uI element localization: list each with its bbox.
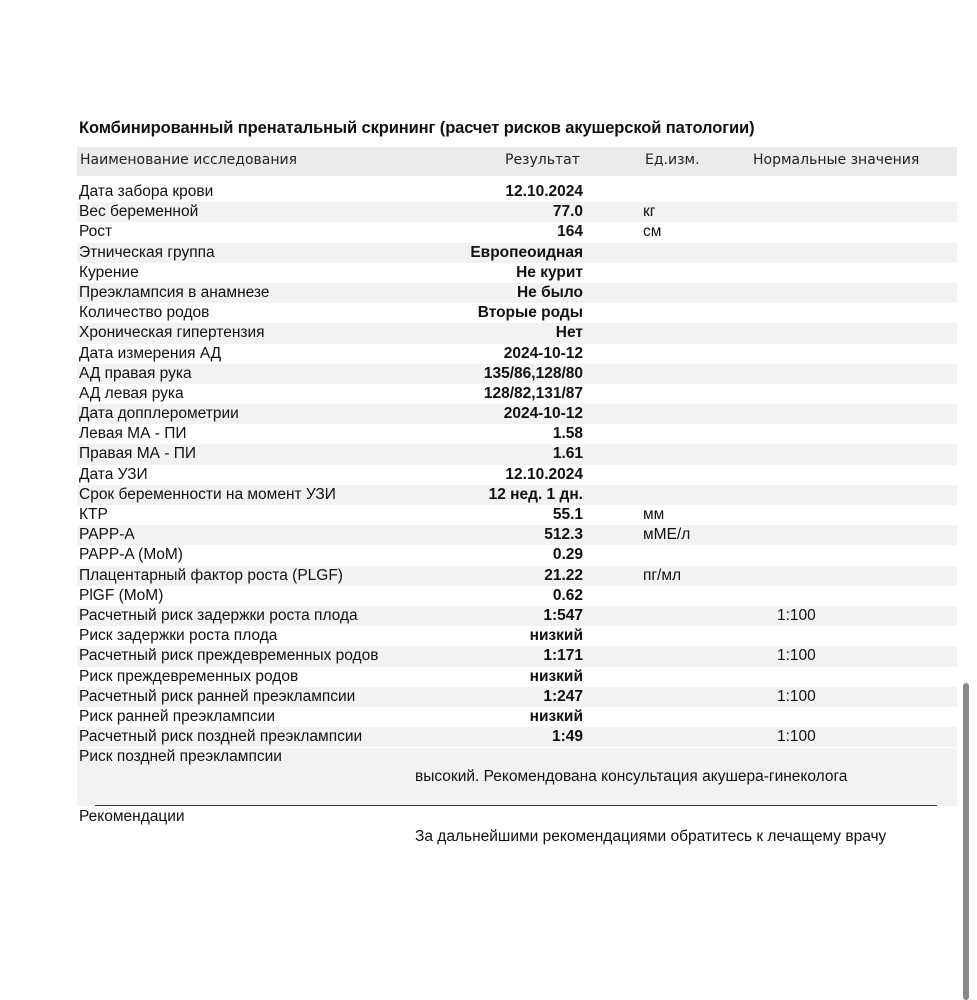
late-preeclampsia-risk-row [77, 748, 957, 806]
row-name: Вес беременной [79, 203, 199, 221]
row-name: КТР [79, 506, 108, 523]
table-row [77, 667, 957, 687]
column-header-norm: Нормальные значения [753, 152, 920, 168]
row-name: Риск ранней преэклампсии [79, 707, 276, 725]
table-row [77, 283, 957, 303]
row-name: Дата допплерометрии [79, 405, 239, 423]
row-name: Правая МА - ПИ [79, 445, 197, 463]
row-name: PAPP-A (MoM) [79, 546, 183, 564]
row-result: низкий [529, 707, 583, 725]
row-unit: мМЕ/л [643, 526, 691, 544]
row-result: 164 [557, 223, 583, 241]
row-result: Европеоидная [470, 243, 583, 261]
row-name: PAPP-A [79, 526, 135, 544]
table-row [77, 646, 957, 666]
row-name: Расчетный риск задержки роста плода [79, 606, 358, 624]
row-name: АД левая рука [79, 384, 184, 402]
row-name: Плацентарный фактор роста (PLGF) [79, 566, 343, 584]
row-name: Расчетный риск поздней преэклампсии [79, 728, 363, 746]
table-row [77, 222, 957, 242]
row-name: Дата УЗИ [79, 465, 148, 483]
table-row [77, 505, 957, 525]
row-unit: мм [643, 506, 665, 523]
recommendations-value: За дальнейшими рекомендациями обратитесь к лечащему врачу [415, 828, 887, 845]
table-row [77, 727, 957, 747]
row-name: Срок беременности на момент УЗИ [79, 485, 336, 503]
row-result: 77.0 [552, 203, 583, 221]
row-name: PlGF (MoM) [79, 586, 164, 604]
row-name: Преэклампсия в анамнезе [79, 283, 270, 301]
row-result: Не было [516, 283, 583, 301]
row-result: 1:49 [551, 728, 583, 746]
row-unit: см [643, 223, 662, 241]
row-result: 12.10.2024 [505, 183, 583, 200]
row-norm: 1:100 [777, 647, 816, 665]
table-row [77, 243, 957, 263]
table-row [77, 586, 957, 606]
table-row [77, 202, 957, 222]
row-result: 12 нед. 1 дн. [488, 485, 583, 503]
results-table [77, 182, 957, 747]
table-row [77, 687, 957, 707]
row-result: 2024-10-12 [503, 344, 583, 362]
row-name: Этническая группа [79, 243, 215, 261]
column-header-unit: Ед.изм. [645, 152, 700, 168]
table-row [77, 707, 957, 727]
table-row [77, 626, 957, 646]
table-row [77, 545, 957, 565]
row-unit: кг [643, 203, 656, 221]
row-result: 1.58 [552, 425, 583, 443]
table-row [77, 444, 957, 464]
row-name: Левая МА - ПИ [79, 425, 187, 443]
table-row [77, 323, 957, 343]
table-row [77, 404, 957, 424]
table-row [77, 566, 957, 586]
table-row [77, 384, 957, 404]
row-result: низкий [529, 627, 583, 645]
divider-line [95, 805, 937, 806]
row-name: Рост [79, 223, 113, 241]
table-row [77, 525, 957, 545]
table-row [77, 182, 957, 202]
row-name: Дата забора крови [79, 183, 214, 200]
row-name: Риск преждевременных родов [79, 667, 299, 685]
row-name: Хроническая гипертензия [79, 324, 265, 342]
row-result: 2024-10-12 [503, 405, 583, 423]
table-row [77, 364, 957, 384]
row-result: 1:247 [543, 687, 583, 705]
late-risk-value: высокий. Рекомендована консультация акушера-гинеколога [415, 768, 848, 785]
row-name: Курение [79, 263, 139, 281]
row-result: 12.10.2024 [505, 465, 583, 483]
row-result: 512.3 [544, 526, 583, 544]
table-row [77, 263, 957, 283]
row-unit: пг/мл [643, 566, 682, 584]
row-result: 1:547 [543, 606, 583, 624]
row-result: 0.29 [552, 546, 583, 564]
row-result: Не курит [516, 263, 583, 281]
table-row [77, 303, 957, 323]
row-result: Вторые роды [477, 304, 583, 322]
table-row [77, 465, 957, 485]
table-row [77, 424, 957, 444]
row-name: АД правая рука [79, 364, 192, 382]
column-header-result: Результат [505, 152, 580, 168]
table-row [77, 485, 957, 505]
row-norm: 1:100 [777, 606, 816, 624]
table-row [77, 344, 957, 364]
vertical-scrollbar[interactable] [963, 683, 969, 1000]
recommendations-label: Рекомендации [79, 808, 185, 825]
row-name: Расчетный риск преждевременных родов [79, 647, 379, 665]
row-result: 55.1 [552, 506, 583, 523]
row-result: 135/86,128/80 [483, 364, 583, 382]
row-name: Количество родов [79, 304, 210, 322]
row-name: Расчетный риск ранней преэклампсии [79, 687, 356, 705]
row-result: 21.22 [544, 566, 583, 584]
table-row [77, 606, 957, 626]
row-name: Дата измерения АД [79, 344, 222, 362]
table-header [77, 147, 957, 176]
row-name: Риск задержки роста плода [79, 627, 278, 645]
row-result: 1:171 [543, 647, 583, 665]
row-result: низкий [529, 667, 583, 685]
row-result: 0.62 [552, 586, 583, 604]
report-title: Комбинированный пренатальный скрининг (расчет рисков акушерской патологии) [79, 119, 755, 137]
row-norm: 1:100 [777, 687, 816, 705]
late-risk-label: Риск поздней преэклампсии [79, 748, 282, 765]
row-result: Нет [555, 324, 583, 342]
row-result: 128/82,131/87 [483, 384, 583, 402]
column-header-name: Наименование исследования [80, 152, 298, 168]
row-result: 1.61 [552, 445, 583, 463]
row-norm: 1:100 [777, 728, 816, 746]
